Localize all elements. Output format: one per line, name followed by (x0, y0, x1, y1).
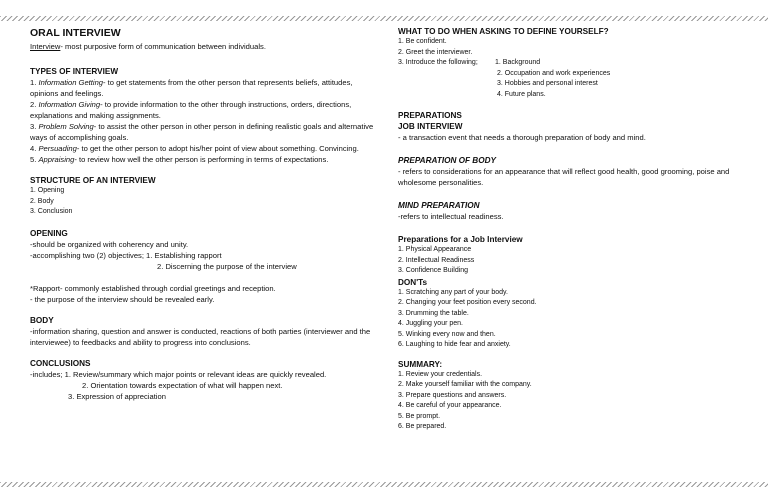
type-term: Information Giving (38, 100, 101, 109)
introduce-item: 4. Future plans. (497, 90, 546, 98)
type-term: Appraising (38, 155, 75, 164)
job-interview-text: - a transaction event that needs a thorough preparation of body and mind. (398, 133, 646, 142)
opening-heading: OPENING (30, 228, 68, 238)
type-item (30, 77, 380, 99)
structure-item: 1. Opening (30, 187, 65, 194)
body-text: -information sharing, question and answer is conducted, reactions of both parties (interviewer and the interviewee) to feedbacks and ability to progress into conclusions. (30, 326, 371, 347)
structure-heading: STRUCTURE OF AN INTERVIEW (30, 176, 156, 185)
type-desc: - to get the other person to adopt his/her point of view about something. Convincing. (76, 144, 359, 153)
type-term: Problem Solving (38, 122, 94, 131)
mind-heading: MIND PREPARATION (398, 201, 480, 210)
donts-item: 4. Juggling your pen. (398, 320, 463, 327)
body-heading: BODY (30, 315, 54, 325)
interview-definition (30, 41, 380, 52)
type-desc: - to get statements from the other person that represents beliefs, attitudes, opinions and feelings. (30, 78, 353, 98)
introduce-label: 3. Introduce the following; (398, 59, 478, 66)
top-border (0, 16, 768, 21)
types-heading: TYPES OF INTERVIEW (30, 67, 119, 76)
donts-item: 3. Drumming the table. (398, 309, 469, 317)
summary-item: 1. Review your credentials. (398, 370, 483, 378)
donts-item: 2. Changing your feet position every second. (398, 299, 537, 306)
prep-job-item: 3. Confidence Building (398, 267, 469, 274)
bottom-border (0, 482, 768, 487)
summary-item: 3. Prepare questions and answers. (398, 391, 507, 399)
summary-item: 5. Be prompt. (398, 412, 441, 420)
introduce-item: 1. Background (495, 59, 541, 66)
types-list (30, 77, 380, 165)
page-title: ORAL INTERVIEW (30, 27, 121, 39)
job-interview-heading: JOB INTERVIEW (398, 122, 463, 131)
type-desc: - to assist the other person in other person in defining realistic goals and alternative ways of accomplishing goals. (30, 122, 374, 142)
conclusions-heading: CONCLUSIONS (30, 358, 91, 368)
donts-item: 6. Laughing to hide fear and anxiety. (398, 341, 511, 348)
mind-text: -refers to intellectual readiness. (398, 212, 504, 221)
type-item (30, 143, 380, 154)
summary-item: 2. Make yourself familiar with the company. (398, 381, 532, 388)
rapport-line: - the purpose of the interview should be revealed early. (30, 294, 215, 304)
conclusions-line: -includes; 1. Review/summary which major points or relevant ideas are quickly revealed. (30, 369, 327, 379)
type-item (30, 99, 380, 121)
prep-body-text: - refers to considerations for an appearance that will reflect good health, good grooming, poise and wholesome personalities. (398, 167, 730, 187)
prep-job-heading: Preparations for a Job Interview (398, 235, 523, 244)
donts-heading: DON'Ts (398, 277, 428, 287)
prep-body-heading: PREPARATION OF BODY (398, 156, 496, 165)
prep-job-item: 1. Physical Appearance (398, 246, 472, 253)
introduce-item: 2. Occupation and work experiences (497, 69, 611, 77)
right-column (398, 26, 758, 433)
structure-item: 3. Conclusion (30, 208, 73, 215)
type-term: Information Getting (38, 78, 104, 87)
type-number: 3. (30, 122, 39, 131)
type-number: 1. (30, 78, 39, 87)
type-item (30, 121, 380, 143)
type-term: Persuading (38, 144, 77, 153)
opening-line: 2. Discerning the purpose of the interview (157, 261, 297, 271)
type-number: 2. (30, 100, 39, 109)
type-number: 4. (30, 144, 39, 153)
summary-item: 4. Be careful of your appearance. (398, 402, 502, 409)
define-heading: WHAT TO DO WHEN ASKING TO DEFINE YOURSELF? (398, 27, 609, 36)
opening-line: -should be organized with coherency and unity. (30, 239, 189, 249)
introduce-item: 3. Hobbies and personal interest (497, 80, 598, 87)
define-item: 2. Greet the interviewer. (398, 48, 473, 56)
rapport-line: *Rapport- commonly established through cordial greetings and reception. (30, 283, 276, 293)
opening-line: -accomplishing two (2) objectives; 1. Establishing rapport (30, 250, 222, 260)
conclusions-line: 3. Expression of appreciation (68, 391, 166, 401)
left-column (30, 26, 380, 402)
prep-job-item: 2. Intellectual Readiness (398, 256, 475, 264)
conclusions-line: 2. Orientation towards expectation of what will happen next. (82, 380, 283, 390)
donts-item: 5. Winking every now and then. (398, 330, 496, 338)
structure-item: 2. Body (30, 197, 54, 205)
type-item (30, 154, 380, 165)
summary-item: 6. Be prepared. (398, 423, 447, 430)
summary-heading: SUMMARY: (398, 359, 443, 369)
type-number: 5. (30, 155, 39, 164)
type-desc: - to provide information to the other through instructions, orders, directions, explanations and making assignments. (30, 100, 352, 120)
donts-item: 1. Scratching any part of your body. (398, 288, 508, 296)
introduce-row (398, 58, 758, 69)
define-item: 1. Be confident. (398, 38, 447, 45)
type-desc: - to review how well the other person is performing in terms of expectations. (74, 155, 329, 164)
preparations-heading: PREPARATIONS (398, 111, 462, 120)
interview-definition-text: - most purposive form of communication between individuals. (60, 42, 266, 51)
interview-term: Interview (30, 42, 61, 51)
